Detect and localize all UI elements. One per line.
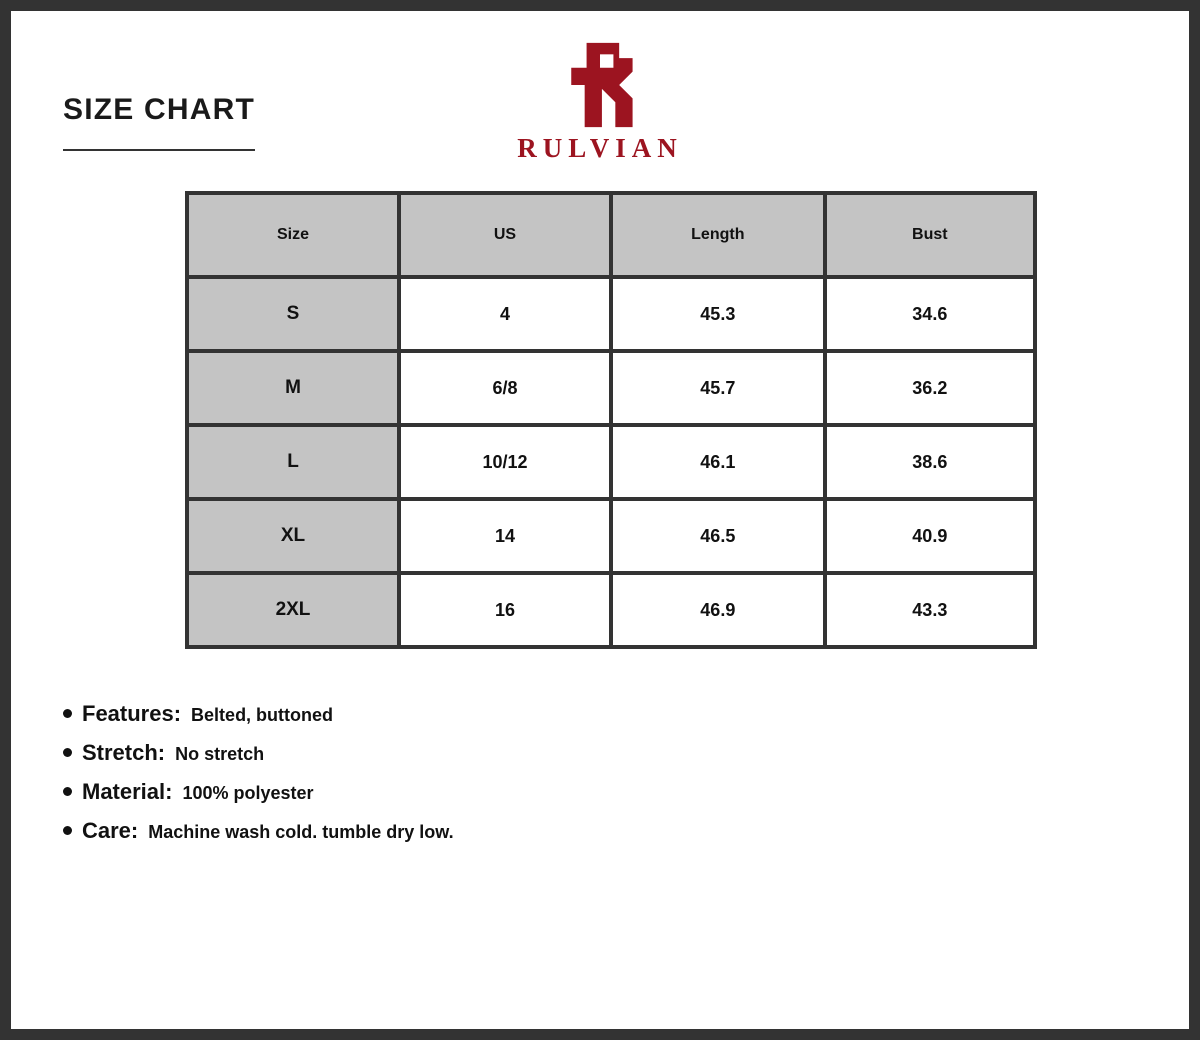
cell-us: 10/12 <box>401 427 609 497</box>
size-table-body <box>189 279 1033 645</box>
cell-us: 14 <box>401 501 609 571</box>
cell-size: S <box>189 279 397 349</box>
size-table-head <box>189 195 1033 275</box>
note-value: 100% polyester <box>182 783 314 803</box>
bullet-icon <box>63 826 72 835</box>
cell-us: 16 <box>401 575 609 645</box>
rulvian-r-monogram-icon <box>552 39 648 131</box>
size-table <box>185 191 1037 649</box>
list-item <box>63 740 1063 766</box>
cell-size: XL <box>189 501 397 571</box>
cell-us: 4 <box>401 279 609 349</box>
bullet-icon <box>63 787 72 796</box>
note-label: Features: <box>82 701 182 726</box>
cell-size: M <box>189 353 397 423</box>
table-row <box>189 279 1033 349</box>
cell-length: 45.7 <box>613 353 823 423</box>
list-item <box>63 779 1063 805</box>
cell-length: 46.9 <box>613 575 823 645</box>
cell-bust: 40.9 <box>827 501 1033 571</box>
table-row <box>189 427 1033 497</box>
column-header-length: Length <box>613 195 823 275</box>
page-inner <box>11 11 1189 1029</box>
cell-us: 6/8 <box>401 353 609 423</box>
note-label: Stretch: <box>82 740 166 765</box>
table-header-row <box>189 195 1033 275</box>
column-header-bust: Bust <box>827 195 1033 275</box>
product-notes-list <box>63 701 1063 857</box>
table-row <box>189 353 1033 423</box>
note-value: Belted, buttoned <box>191 705 334 725</box>
table-row <box>189 501 1033 571</box>
note-value: No stretch <box>175 744 265 764</box>
note-label: Material: <box>82 779 173 804</box>
cell-bust: 43.3 <box>827 575 1033 645</box>
cell-length: 45.3 <box>613 279 823 349</box>
cell-bust: 36.2 <box>827 353 1033 423</box>
cell-length: 46.5 <box>613 501 823 571</box>
bullet-icon <box>63 709 72 718</box>
size-table-wrapper <box>185 191 1037 649</box>
cell-bust: 34.6 <box>827 279 1033 349</box>
cell-size: 2XL <box>189 575 397 645</box>
table-row <box>189 575 1033 645</box>
note-label: Care: <box>82 818 139 843</box>
brand-name: RULVIAN <box>517 133 683 163</box>
note-value: Machine wash cold. tumble dry low. <box>148 822 454 842</box>
header <box>11 11 1189 171</box>
bullet-icon <box>63 748 72 757</box>
list-item <box>63 701 1063 727</box>
page-title: SIZE CHART <box>63 93 255 126</box>
column-header-us: US <box>401 195 609 275</box>
list-item <box>63 818 1063 844</box>
brand-block <box>11 39 1189 164</box>
cell-bust: 38.6 <box>827 427 1033 497</box>
cell-length: 46.1 <box>613 427 823 497</box>
column-header-size: Size <box>189 195 397 275</box>
cell-size: L <box>189 427 397 497</box>
